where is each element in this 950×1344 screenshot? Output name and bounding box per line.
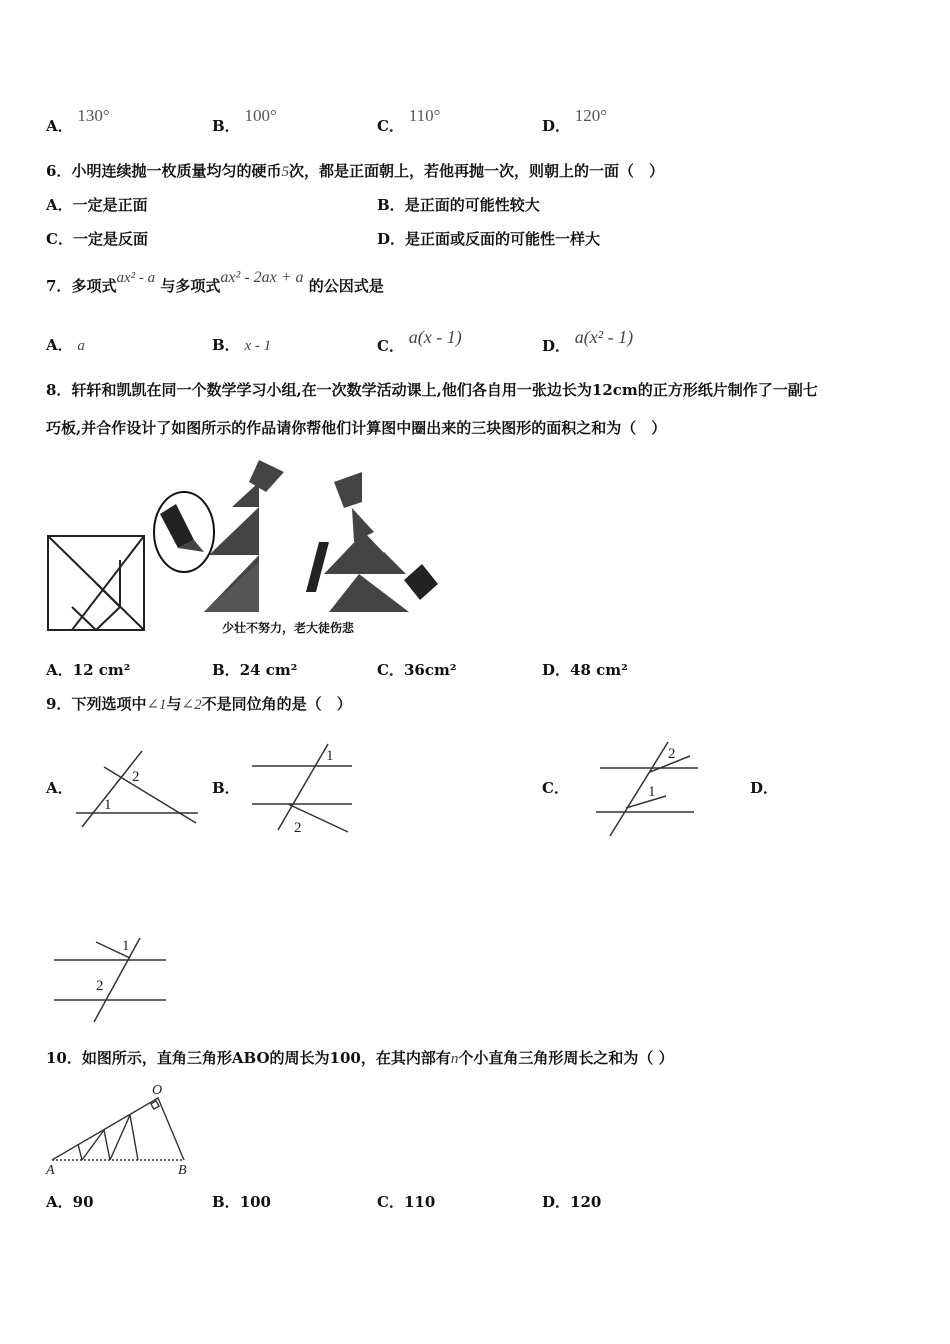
tangram-figure-left [160,460,284,612]
q9-figure-a [74,745,204,830]
q5-option-a[interactable]: A． 130° [46,106,110,135]
q9-option-c[interactable]: C． [542,779,569,797]
q10-option-a[interactable]: A．90 [46,1193,94,1211]
fig-b-label-1: 1 [326,748,334,764]
fig-d-label-2: 2 [96,978,104,994]
q10-option-d[interactable]: D．120 [542,1193,602,1211]
fig-label-b: B [178,1163,187,1178]
q8-stem-line1: 8．轩轩和凯凯在同一个数学学习小组,在一次数学活动课上,他们各自用一张边长为12cm的正方形纸片制作了一副七 [46,381,818,399]
q9-option-a[interactable]: A． [46,779,73,797]
fig-a-label-1: 1 [104,797,112,813]
fig-a-label-2: 2 [132,769,140,785]
q10-triangle-figure [44,1080,204,1180]
q8-tangram-figure [44,452,444,644]
q8-option-d[interactable]: D．48 cm² [542,661,628,679]
q9-figure-c [592,738,702,838]
q7-option-d[interactable]: D． a(x² - 1) [542,327,634,355]
tangram-square [48,536,144,630]
q8-option-b[interactable]: B．24 cm² [212,661,298,679]
q7-option-a[interactable]: A． a [46,336,85,354]
fig-c-label-1: 1 [648,784,656,800]
q6-option-b[interactable]: B．是正面的可能性较大 [377,196,540,214]
q7-option-c[interactable]: C． a(x - 1) [377,327,462,355]
fig-b-label-2: 2 [294,820,302,836]
q9-figure-b [248,740,358,840]
q9-figure-d [50,932,170,1024]
q9-option-b[interactable]: B． [212,779,240,797]
q10-stem: 10．如图所示，直角三角形ABO的周长为100，在其内部有n个小直角三角形周长之和为（ ） [46,1049,674,1067]
q7-stem: 7．多项式ax² - a 与多项式ax² - 2ax + a 的公因式是 [46,269,384,295]
q8-option-c[interactable]: C．36cm² [377,661,457,679]
fig-label-o: O [152,1083,163,1098]
q9-option-d[interactable]: D． [750,779,779,797]
q9-stem: 9．下列选项中∠1与∠2不是同位角的是（ ） [46,695,352,713]
q10-option-c[interactable]: C．110 [377,1193,436,1211]
q6-option-d[interactable]: D．是正面或反面的可能性一样大 [377,230,601,248]
q6-option-a[interactable]: A．一定是正面 [46,196,148,214]
q5-option-d[interactable]: D． 120° [542,106,608,135]
q10-option-b[interactable]: B．100 [212,1193,271,1211]
q7-option-b[interactable]: B． x - 1 [212,336,272,354]
fig-d-label-1: 1 [122,938,130,954]
tangram-caption: 少壮不努力，老大徒伤悲 [222,621,355,635]
q5-option-c[interactable]: C． 110° [377,106,441,135]
fig-label-a: A [46,1163,55,1178]
q8-option-a[interactable]: A．12 cm² [46,661,131,679]
q5-option-b[interactable]: B． 100° [212,106,277,135]
q6-stem: 6．小明连续抛一枚质量均匀的硬币5次，都是正面朝上，若他再抛一次，则朝上的一面（ ） [46,162,664,180]
tangram-figure-right [306,472,438,612]
fig-c-label-2: 2 [668,746,676,762]
q6-option-c[interactable]: C．一定是反面 [46,230,148,248]
q8-stem-line2: 巧板,并合作设计了如图所示的作品请你帮他们计算图中圈出来的三块图形的面积之和为（ ） [46,419,667,437]
